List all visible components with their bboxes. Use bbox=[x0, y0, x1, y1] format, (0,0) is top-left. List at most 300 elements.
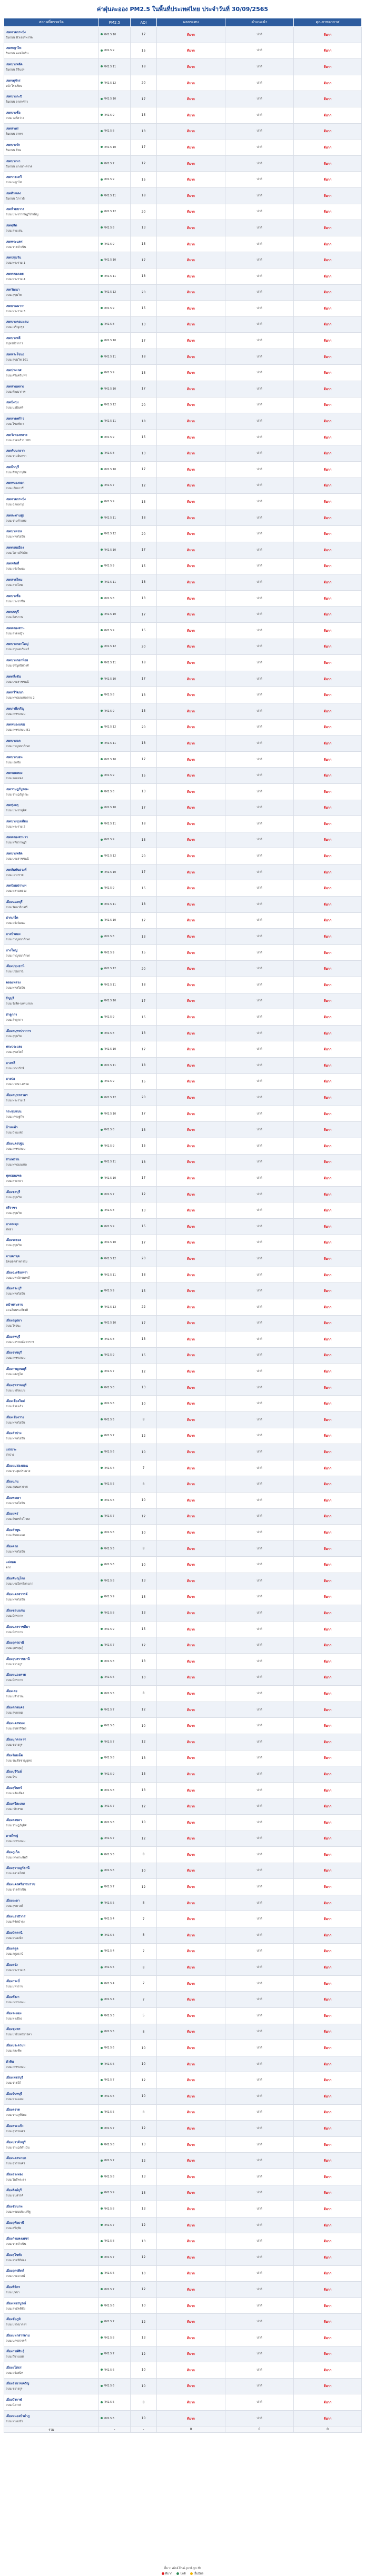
advice-value: ปกติ bbox=[257, 516, 262, 520]
quality-value: ดีมาก bbox=[323, 49, 332, 53]
advice-cell bbox=[225, 1702, 294, 1718]
status-dot-icon bbox=[101, 468, 103, 470]
site-location: ถนน กาญจนาภิเษก bbox=[6, 938, 31, 942]
impact-cell bbox=[157, 1138, 225, 1154]
advice-value: ปกติ bbox=[257, 1950, 262, 1953]
advice-value: ปกติ bbox=[257, 1515, 262, 1518]
status-dot-icon bbox=[101, 2063, 103, 2065]
table-row bbox=[4, 1525, 362, 1541]
status-dot-icon bbox=[101, 291, 103, 293]
site-cell bbox=[4, 2104, 99, 2121]
advice-cell bbox=[225, 703, 294, 719]
table-row bbox=[4, 735, 362, 752]
pm25-cell bbox=[99, 1493, 131, 1509]
advice-value: ปกติ bbox=[257, 1740, 262, 1744]
status-dot-icon bbox=[101, 2304, 103, 2306]
site-cell bbox=[4, 2040, 99, 2056]
aqi-value: 17 bbox=[131, 864, 157, 880]
pm25-cell bbox=[99, 2282, 131, 2298]
impact-cell bbox=[157, 2346, 225, 2362]
advice-cell bbox=[225, 526, 294, 542]
pm25-value: PM2.5 9 bbox=[104, 306, 115, 310]
table-row bbox=[4, 864, 362, 880]
quality-cell bbox=[294, 1782, 362, 1798]
site-name: เขตทวีวัฒนา bbox=[6, 691, 24, 695]
pm25-cell bbox=[99, 2024, 131, 2040]
aqi-value: 15 bbox=[131, 43, 157, 59]
quality-value: ดีมาก bbox=[323, 1531, 332, 1535]
status-dot-icon bbox=[101, 162, 103, 164]
impact-cell bbox=[157, 2297, 225, 2314]
advice-value: ปกติ bbox=[257, 1627, 262, 1631]
pm25-cell bbox=[99, 301, 131, 317]
quality-value: ดีมาก bbox=[323, 1756, 332, 1761]
pm25-cell bbox=[99, 43, 131, 59]
impact-cell bbox=[157, 1251, 225, 1267]
site-name: เขตบึงกุ่ม bbox=[6, 401, 19, 405]
site-cell bbox=[4, 1138, 99, 1154]
quality-cell bbox=[294, 1428, 362, 1444]
quality-cell bbox=[294, 655, 362, 671]
advice-cell bbox=[225, 445, 294, 462]
table-row bbox=[4, 1573, 362, 1589]
pm25-cell bbox=[99, 1573, 131, 1589]
status-dot-icon bbox=[101, 226, 103, 228]
advice-cell bbox=[225, 1879, 294, 1895]
advice-value: ปกติ bbox=[257, 1080, 262, 1083]
advice-cell bbox=[225, 864, 294, 880]
site-location: ถนน หทัยราษฎร์ bbox=[6, 841, 27, 845]
quality-value: ดีมาก bbox=[323, 1821, 332, 1825]
site-location: ถนน ยันตรกิจโกศล bbox=[6, 1518, 30, 1521]
advice-cell bbox=[225, 1669, 294, 1686]
impact-value: ดีมาก bbox=[187, 1209, 195, 1213]
advice-value: ปกติ bbox=[257, 1563, 262, 1567]
impact-cell bbox=[157, 1766, 225, 1783]
impact-value: ดีมาก bbox=[187, 564, 195, 569]
aqi-value: 10 bbox=[131, 1444, 157, 1460]
table-row bbox=[4, 1782, 362, 1798]
status-dot-icon bbox=[101, 1403, 103, 1405]
site-location: ถนน มลิวรรณ bbox=[6, 1695, 24, 1698]
advice-value: ปกติ bbox=[257, 1483, 262, 1486]
quality-cell bbox=[294, 1009, 362, 1026]
site-name: เมืองสุรินทร์ bbox=[6, 1786, 22, 1790]
site-name: เมืองชลบุรี bbox=[6, 1190, 21, 1194]
pm25-value: PM2.5 5 bbox=[104, 1418, 115, 1421]
pm25-value: PM2.5 7 bbox=[104, 1515, 115, 1518]
impact-value: ดีมาก bbox=[187, 403, 195, 407]
advice-value: ปกติ bbox=[257, 1901, 262, 1905]
site-cell bbox=[4, 365, 99, 381]
table-row bbox=[4, 1718, 362, 1734]
pm25-cell bbox=[99, 462, 131, 478]
advice-cell bbox=[225, 1508, 294, 1525]
advice-cell bbox=[225, 2121, 294, 2137]
quality-value: ดีมาก bbox=[323, 1337, 332, 1341]
advice-value: ปกติ bbox=[257, 1772, 262, 1776]
site-name: เขตราชเทวี bbox=[6, 175, 22, 180]
pm25-cell bbox=[99, 912, 131, 929]
quality-cell bbox=[294, 2072, 362, 2088]
aqi-value: 15 bbox=[131, 944, 157, 961]
advice-cell bbox=[225, 2265, 294, 2282]
status-dot-icon bbox=[101, 372, 103, 374]
aqi-value: 15 bbox=[131, 301, 157, 317]
site-cell bbox=[4, 2024, 99, 2040]
quality-cell bbox=[294, 75, 362, 91]
pm25-value: PM2.5 8 bbox=[104, 226, 115, 230]
advice-cell bbox=[225, 1025, 294, 1041]
impact-value: ดีมาก bbox=[187, 870, 195, 874]
site-cell bbox=[4, 944, 99, 961]
impact-cell bbox=[157, 783, 225, 800]
pm25-value: PM2.5 3 bbox=[104, 2014, 115, 2017]
impact-cell bbox=[157, 1702, 225, 1718]
impact-value: ดีมาก bbox=[187, 1692, 195, 1696]
quality-cell bbox=[294, 2378, 362, 2394]
site-cell bbox=[4, 703, 99, 719]
site-name: เขตประเวศ bbox=[6, 369, 22, 373]
site-location: ถนน เยาวราช bbox=[6, 873, 24, 877]
impact-cell bbox=[157, 478, 225, 494]
site-location: ถนน เพชรเกษม bbox=[6, 712, 26, 716]
advice-value: ปกติ bbox=[257, 1788, 262, 1792]
pm25-cell bbox=[99, 1428, 131, 1444]
table-row bbox=[4, 301, 362, 317]
pm25-value: PM2.5 9 bbox=[104, 371, 115, 375]
quality-cell bbox=[294, 848, 362, 864]
status-dot-icon bbox=[101, 1241, 103, 1244]
pm25-value: PM2.5 8 bbox=[104, 1611, 115, 1615]
pm25-value: PM2.5 10 bbox=[104, 1112, 116, 1116]
pm25-value: PM2.5 9 bbox=[104, 49, 115, 53]
impact-value: ดีมาก bbox=[187, 2207, 195, 2211]
site-cell bbox=[4, 1653, 99, 1669]
impact-value: ดีมาก bbox=[187, 500, 195, 504]
impact-cell bbox=[157, 1653, 225, 1669]
site-cell bbox=[4, 1267, 99, 1283]
site-cell bbox=[4, 2056, 99, 2072]
advice-cell bbox=[225, 542, 294, 559]
advice-value: ปกติ bbox=[257, 1418, 262, 1421]
table-row bbox=[4, 1364, 362, 1380]
site-cell bbox=[4, 187, 99, 204]
quality-cell bbox=[294, 1911, 362, 1927]
table-row bbox=[4, 2265, 362, 2282]
quality-cell bbox=[294, 1540, 362, 1557]
impact-value: ดีมาก bbox=[187, 2384, 195, 2389]
advice-value: ปกติ bbox=[257, 1063, 262, 1067]
pm25-value: PM2.5 12 bbox=[104, 645, 116, 649]
impact-cell bbox=[157, 1379, 225, 1396]
pm25-cell bbox=[99, 1814, 131, 1831]
impact-value: ดีมาก bbox=[187, 548, 195, 552]
pm25-cell bbox=[99, 1782, 131, 1798]
quality-cell bbox=[294, 2169, 362, 2185]
table-row bbox=[4, 236, 362, 252]
aqi-value: 15 bbox=[131, 1766, 157, 1783]
pm25-cell bbox=[99, 59, 131, 75]
impact-value: ดีมาก bbox=[187, 774, 195, 778]
aqi-value: 17 bbox=[131, 333, 157, 349]
advice-cell bbox=[225, 1975, 294, 1992]
status-dot-icon bbox=[101, 1129, 103, 1131]
site-location: ถนน นารายณ์มหาราช bbox=[6, 1340, 34, 1344]
quality-value: ดีมาก bbox=[323, 516, 332, 520]
pm25-value: PM2.5 8 bbox=[104, 2175, 115, 2179]
pm25-value: PM2.5 5 bbox=[104, 2401, 115, 2404]
status-dot-icon bbox=[101, 597, 103, 599]
quality-cell bbox=[294, 27, 362, 43]
table-row bbox=[4, 1493, 362, 1509]
advice-value: ปกติ bbox=[257, 1112, 262, 1116]
pm25-value: PM2.5 12 bbox=[104, 1257, 116, 1260]
table-row bbox=[4, 703, 362, 719]
site-cell bbox=[4, 2297, 99, 2314]
impact-value: ดีมาก bbox=[187, 1837, 195, 1841]
table-row bbox=[4, 800, 362, 816]
site-location: ถนน พระราม 3 bbox=[6, 310, 26, 313]
quality-cell bbox=[294, 1718, 362, 1734]
quality-cell bbox=[294, 687, 362, 703]
table-row bbox=[4, 1315, 362, 1331]
status-dot-icon bbox=[101, 774, 103, 777]
impact-value: ดีมาก bbox=[187, 2368, 195, 2372]
table-row bbox=[4, 1235, 362, 1251]
advice-cell bbox=[225, 1331, 294, 1348]
site-location: ถนน บึงกาฬ bbox=[6, 2404, 21, 2408]
table-row bbox=[4, 1895, 362, 1911]
site-name: เขตราษฎร์บูรณะ bbox=[6, 787, 29, 791]
advice-cell bbox=[225, 2072, 294, 2088]
table-row bbox=[4, 1637, 362, 1654]
advice-cell bbox=[225, 1106, 294, 1122]
aqi-value: 12 bbox=[131, 2314, 157, 2330]
impact-value: ดีมาก bbox=[187, 1402, 195, 1406]
site-location: ถนน บรมไตรโลกนาถ bbox=[6, 1582, 33, 1586]
advice-cell bbox=[225, 751, 294, 768]
pm25-value: PM2.5 9 bbox=[104, 2191, 115, 2195]
status-dot-icon bbox=[101, 1966, 103, 1968]
site-location: ถนน เพชรเกษม 81 bbox=[6, 729, 30, 732]
advice-value: ปกติ bbox=[257, 2240, 262, 2243]
site-cell bbox=[4, 204, 99, 220]
site-name: เมืองชัยนาท bbox=[6, 2204, 23, 2209]
site-cell bbox=[4, 91, 99, 107]
pm25-cell bbox=[99, 1444, 131, 1460]
pm25-cell bbox=[99, 1831, 131, 1847]
pm25-value: PM2.5 6 bbox=[104, 2094, 115, 2098]
pm25-value: PM2.5 12 bbox=[104, 403, 116, 407]
status-dot-icon bbox=[101, 1515, 103, 1517]
impact-value: ดีมาก bbox=[187, 130, 195, 134]
totals-row bbox=[4, 2426, 362, 2433]
quality-cell bbox=[294, 1814, 362, 1831]
site-name: เขตตลิ่งชัน bbox=[6, 674, 21, 679]
advice-cell bbox=[225, 2008, 294, 2024]
table-row bbox=[4, 2378, 362, 2394]
table-row bbox=[4, 687, 362, 703]
impact-cell bbox=[157, 848, 225, 864]
pm25-cell bbox=[99, 1895, 131, 1911]
impact-cell bbox=[157, 2185, 225, 2201]
table-row bbox=[4, 2201, 362, 2217]
site-name: เมืองสุโขทัย bbox=[6, 2253, 22, 2257]
legend bbox=[162, 2572, 204, 2576]
impact-value: ดีมาก bbox=[187, 1531, 195, 1535]
pm25-value: PM2.5 13 bbox=[104, 1305, 116, 1309]
quality-cell bbox=[294, 107, 362, 123]
impact-cell bbox=[157, 880, 225, 897]
advice-cell bbox=[225, 961, 294, 977]
impact-value: ดีมาก bbox=[187, 1498, 195, 1503]
impact-cell bbox=[157, 1911, 225, 1927]
impact-cell bbox=[157, 1621, 225, 1637]
pm25-cell bbox=[99, 333, 131, 349]
advice-value: ปกติ bbox=[257, 1144, 262, 1148]
site-name: เขตลาดกระบัง bbox=[6, 498, 26, 502]
site-name: เมืองอยุธยา bbox=[6, 1319, 22, 1323]
site-name: เมืองสระบุรี bbox=[6, 1287, 22, 1291]
advice-cell bbox=[225, 880, 294, 897]
legend-item-1 bbox=[176, 2572, 185, 2576]
impact-cell bbox=[157, 606, 225, 623]
pm25-cell bbox=[99, 429, 131, 445]
pm25-cell bbox=[99, 252, 131, 268]
quality-value: ดีมาก bbox=[323, 145, 332, 150]
aqi-value: 13 bbox=[131, 1025, 157, 1041]
site-cell bbox=[4, 284, 99, 301]
pm25-value: PM2.5 11 bbox=[104, 1063, 116, 1067]
site-location: ถนน เพชรเกษม bbox=[6, 2065, 26, 2069]
quality-cell bbox=[294, 768, 362, 784]
advice-cell bbox=[225, 2136, 294, 2153]
impact-value: ดีมาก bbox=[187, 935, 195, 939]
site-location: ถนน หลักเมือง bbox=[6, 1792, 24, 1795]
advice-value: ปกติ bbox=[257, 1354, 262, 1357]
site-name: เขตหนองจอก bbox=[6, 481, 25, 485]
advice-cell bbox=[225, 1847, 294, 1863]
quality-value: ดีมาก bbox=[323, 1305, 332, 1309]
quality-value: ดีมาก bbox=[323, 468, 332, 472]
pm25-cell bbox=[99, 397, 131, 413]
site-cell bbox=[4, 1718, 99, 1734]
pm25-cell bbox=[99, 993, 131, 1009]
site-location: ถนน ประชาราษฎร์บำเพ็ญ bbox=[6, 213, 38, 217]
site-name: เขตภาษีเจริญ bbox=[6, 707, 25, 711]
advice-value: ปกติ bbox=[257, 2368, 262, 2372]
impact-cell bbox=[157, 2008, 225, 2024]
advice-value: ปกติ bbox=[257, 741, 262, 745]
impact-cell bbox=[157, 1041, 225, 1058]
table-row bbox=[4, 1106, 362, 1122]
header-impact: ผลกระทบ bbox=[157, 18, 225, 27]
status-dot-icon bbox=[101, 2207, 103, 2210]
pm25-cell bbox=[99, 107, 131, 123]
advice-cell bbox=[225, 1493, 294, 1509]
advice-value: ปกติ bbox=[257, 1982, 262, 1985]
impact-value: ดีมาก bbox=[187, 145, 195, 150]
site-location: ถนน สามัคคีชัย bbox=[6, 2307, 25, 2311]
advice-value: ปกติ bbox=[257, 210, 262, 214]
advice-cell bbox=[225, 1605, 294, 1622]
table-row bbox=[4, 1090, 362, 1106]
table-row bbox=[4, 1283, 362, 1299]
site-location: ถนน อรุณอมรินทร์ bbox=[6, 648, 29, 652]
pm25-cell bbox=[99, 2201, 131, 2217]
status-dot-icon bbox=[101, 2095, 103, 2097]
aqi-value: 17 bbox=[131, 462, 157, 478]
pm25-cell bbox=[99, 27, 131, 43]
quality-value: ดีมาก bbox=[323, 97, 332, 102]
advice-cell bbox=[225, 1798, 294, 1815]
page-footer bbox=[0, 2565, 365, 2576]
quality-value: ดีมาก bbox=[323, 1982, 332, 1986]
quality-cell bbox=[294, 1283, 362, 1299]
quality-value: ดีมาก bbox=[323, 2143, 332, 2147]
site-cell bbox=[4, 2201, 99, 2217]
impact-cell bbox=[157, 1525, 225, 1541]
site-name: เมืองบุรีรัมย์ bbox=[6, 1769, 22, 1774]
table-row bbox=[4, 944, 362, 961]
site-cell bbox=[4, 1299, 99, 1315]
table-row bbox=[4, 204, 362, 220]
advice-cell bbox=[225, 1009, 294, 1026]
site-cell bbox=[4, 1218, 99, 1235]
advice-cell bbox=[225, 1653, 294, 1669]
site-cell bbox=[4, 445, 99, 462]
pm25-cell bbox=[99, 365, 131, 381]
advice-cell bbox=[225, 2297, 294, 2314]
quality-cell bbox=[294, 993, 362, 1009]
pm25-cell bbox=[99, 719, 131, 735]
advice-cell bbox=[225, 1943, 294, 1960]
impact-cell bbox=[157, 429, 225, 445]
impact-cell bbox=[157, 59, 225, 75]
impact-cell bbox=[157, 1283, 225, 1299]
site-cell bbox=[4, 542, 99, 559]
quality-cell bbox=[294, 1315, 362, 1331]
quality-cell bbox=[294, 1621, 362, 1637]
status-dot-icon bbox=[101, 387, 103, 390]
pm25-value: PM2.5 10 bbox=[104, 1321, 116, 1325]
aqi-value: 12 bbox=[131, 2346, 157, 2362]
pm25-cell bbox=[99, 639, 131, 655]
site-name: เขตห้วยขวาง bbox=[6, 207, 24, 212]
pm25-value: PM2.5 9 bbox=[104, 242, 115, 246]
quality-cell bbox=[294, 2233, 362, 2250]
quality-cell bbox=[294, 478, 362, 494]
table-row bbox=[4, 912, 362, 929]
site-name: เขตสายไหม bbox=[6, 578, 23, 582]
quality-value: ดีมาก bbox=[323, 1966, 332, 1970]
impact-value: ดีมาก bbox=[187, 2062, 195, 2066]
impact-value: ดีมาก bbox=[187, 2304, 195, 2308]
advice-value: ปกติ bbox=[257, 2078, 262, 2082]
status-dot-icon bbox=[101, 2079, 103, 2081]
site-cell bbox=[4, 123, 99, 140]
advice-value: ปกติ bbox=[257, 790, 262, 793]
advice-cell bbox=[225, 413, 294, 430]
pm25-value: PM2.5 10 bbox=[104, 33, 116, 36]
pm25-cell bbox=[99, 590, 131, 606]
site-location: ถนน พุทธมณฑล bbox=[6, 1163, 27, 1167]
quality-cell bbox=[294, 333, 362, 349]
site-name: เมืองเชียงใหม่ bbox=[6, 1399, 25, 1404]
site-name: เมืองนครศรีธรรมราช bbox=[6, 1883, 35, 1887]
advice-value: ปกติ bbox=[257, 1128, 262, 1132]
